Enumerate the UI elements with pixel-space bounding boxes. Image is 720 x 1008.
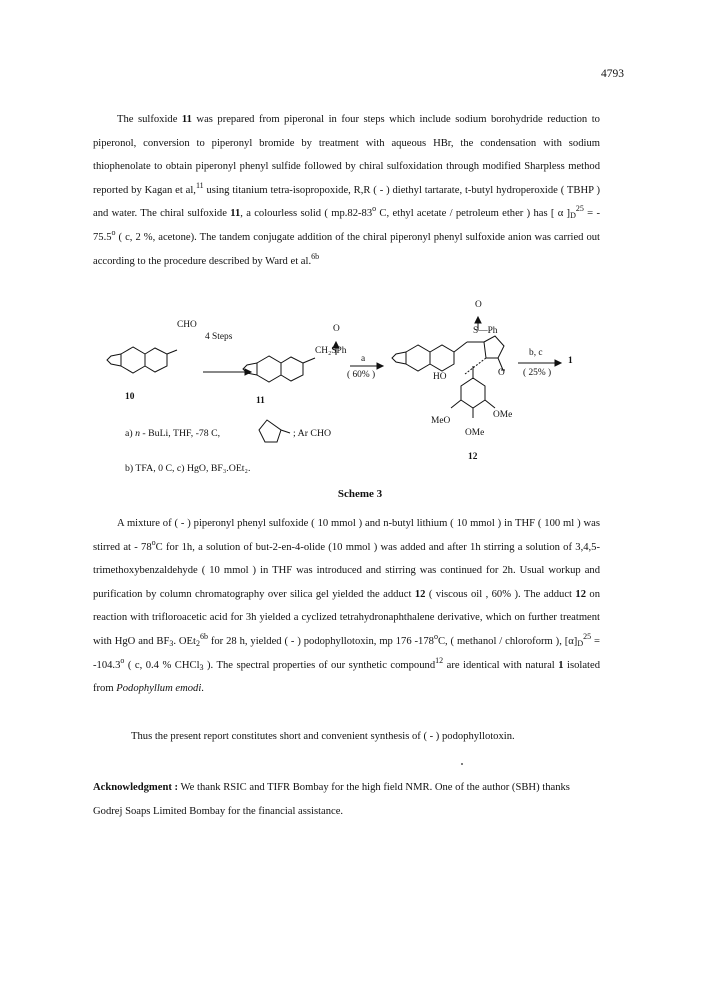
- stray-dot: [461, 763, 463, 765]
- label-ome-bottom: OMe: [465, 428, 485, 438]
- label-cho: CHO: [177, 320, 197, 330]
- label-s-oxygen: O: [475, 300, 482, 310]
- paragraph-sulfoxide-prep: The sulfoxide 11 was prepared from piperonal in four steps which include sodium borohydride reduction to piperonol, conversion to piperonyl bromide by treatment with aqueous HBr, the condensation with sodium thiophenolate to obtain piperonyl phenyl sulfide followed by chiral sulfoxidation through modified Sharpless method reported by Kagan et al,$^{11}$ using titanium tetra-isopropoxide, R,R ( - ) diethyl tartarate, t-butyl hydroperoxide ( TBHP ) and water. The chiral sulfoxide 11, a colourless solid ( mp.82-83$^o$ C, ethyl acetate / petroleum ether ) has [ α ]$_D^{25}$ = - 75.5$^o$ ( c, 2 %, acetone). The tandem conjugate addition of the chiral piperonyl phenyl sulfoxide anion was carried out according to the procedure described by Ward et al.$^{6b}$: [93, 114, 600, 267]
- label-compound-10: 10: [125, 392, 135, 402]
- label-ch2sph: CH₂SPh: [315, 346, 347, 356]
- label-meo: MeO: [431, 416, 451, 426]
- label-yield-25: ( 25% ): [523, 368, 552, 378]
- condition-a: a) n - BuLi, THF, -78 C,: [125, 428, 221, 439]
- label-4-steps: 4 Steps: [205, 332, 233, 342]
- paragraph-procedure: A mixture of ( - ) piperonyl phenyl sulfoxide ( 10 mmol ) and n-butyl lithium ( 10 mmol ) in THF ( 100 ml ) was stirred at - 78$^o$C for 1h, a solution of but-2-en-4-olide (10 mmol ) was added and after 1h stirring a solution of 3,4,5-trimethoxybenzaldehyde ( 10 mmol ) in THF was introduced and stirring was continued for 2h. Usual workup and purification by column chromatography over silica gel yielded the adduct 12 ( viscous oil , 60% ). The adduct 12 on reaction with trifloroacetic acid for 3h yielded a cyclized tetrahydronaphthalene derivative, which on further treatment with HgO and $BF_3$. OEt$_2^{6b}$ for 28 h, yielded ( - ) podophyllotoxin, mp 176 -178$^o$C, ( methanol / chloroform ), $[\alpha]_D^{25} = -104.3^o$ ( c, 0.4 % CHCl$_3$ ). The spectral properties of our synthetic compound$^{12}$ are identical with natural 1 isolated from Podophyllum emodi.: [93, 518, 600, 695]
- label-ho: HO: [433, 372, 447, 382]
- label-lactone-o: O: [498, 368, 505, 378]
- label-bc: b, c: [529, 348, 543, 358]
- reaction-scheme: [93, 300, 613, 500]
- page-number: 4793: [601, 68, 624, 80]
- condition-bc: b) TFA, 0 C, c) HgO, BF₃.OEt₂.: [125, 463, 251, 474]
- label-s-ph: S—Ph: [473, 326, 498, 336]
- label-yield-60: ( 60% ): [347, 370, 376, 380]
- label-ome-right: OMe: [493, 410, 513, 420]
- acknowledgment: Acknowledgment : We thank RSIC and TIFR Bombay for the high field NMR. One of the author (SBH) thanks Godrej Soaps Limited Bombay for the financial assistance.: [93, 782, 570, 817]
- cmpd10-dioxole: [107, 347, 145, 373]
- label-product-1: 1: [568, 356, 573, 366]
- label-compound-12: 12: [468, 452, 478, 462]
- label-compound-11: 11: [256, 396, 265, 406]
- cmpd12-dioxole: [392, 345, 430, 371]
- label-sulfoxide-o: O: [333, 324, 340, 334]
- label-arrow-a: a: [361, 354, 366, 364]
- butenolide-ring: [259, 420, 281, 442]
- paragraph-conclusion: Thus the present report constitutes short and convenient synthesis of ( - ) podophyllotoxin.: [131, 731, 515, 742]
- scheme-title: Scheme 3: [337, 488, 383, 500]
- cmpd11-dioxole: [243, 356, 281, 382]
- condition-a-aldehyde: ; Ar CHO: [293, 428, 332, 439]
